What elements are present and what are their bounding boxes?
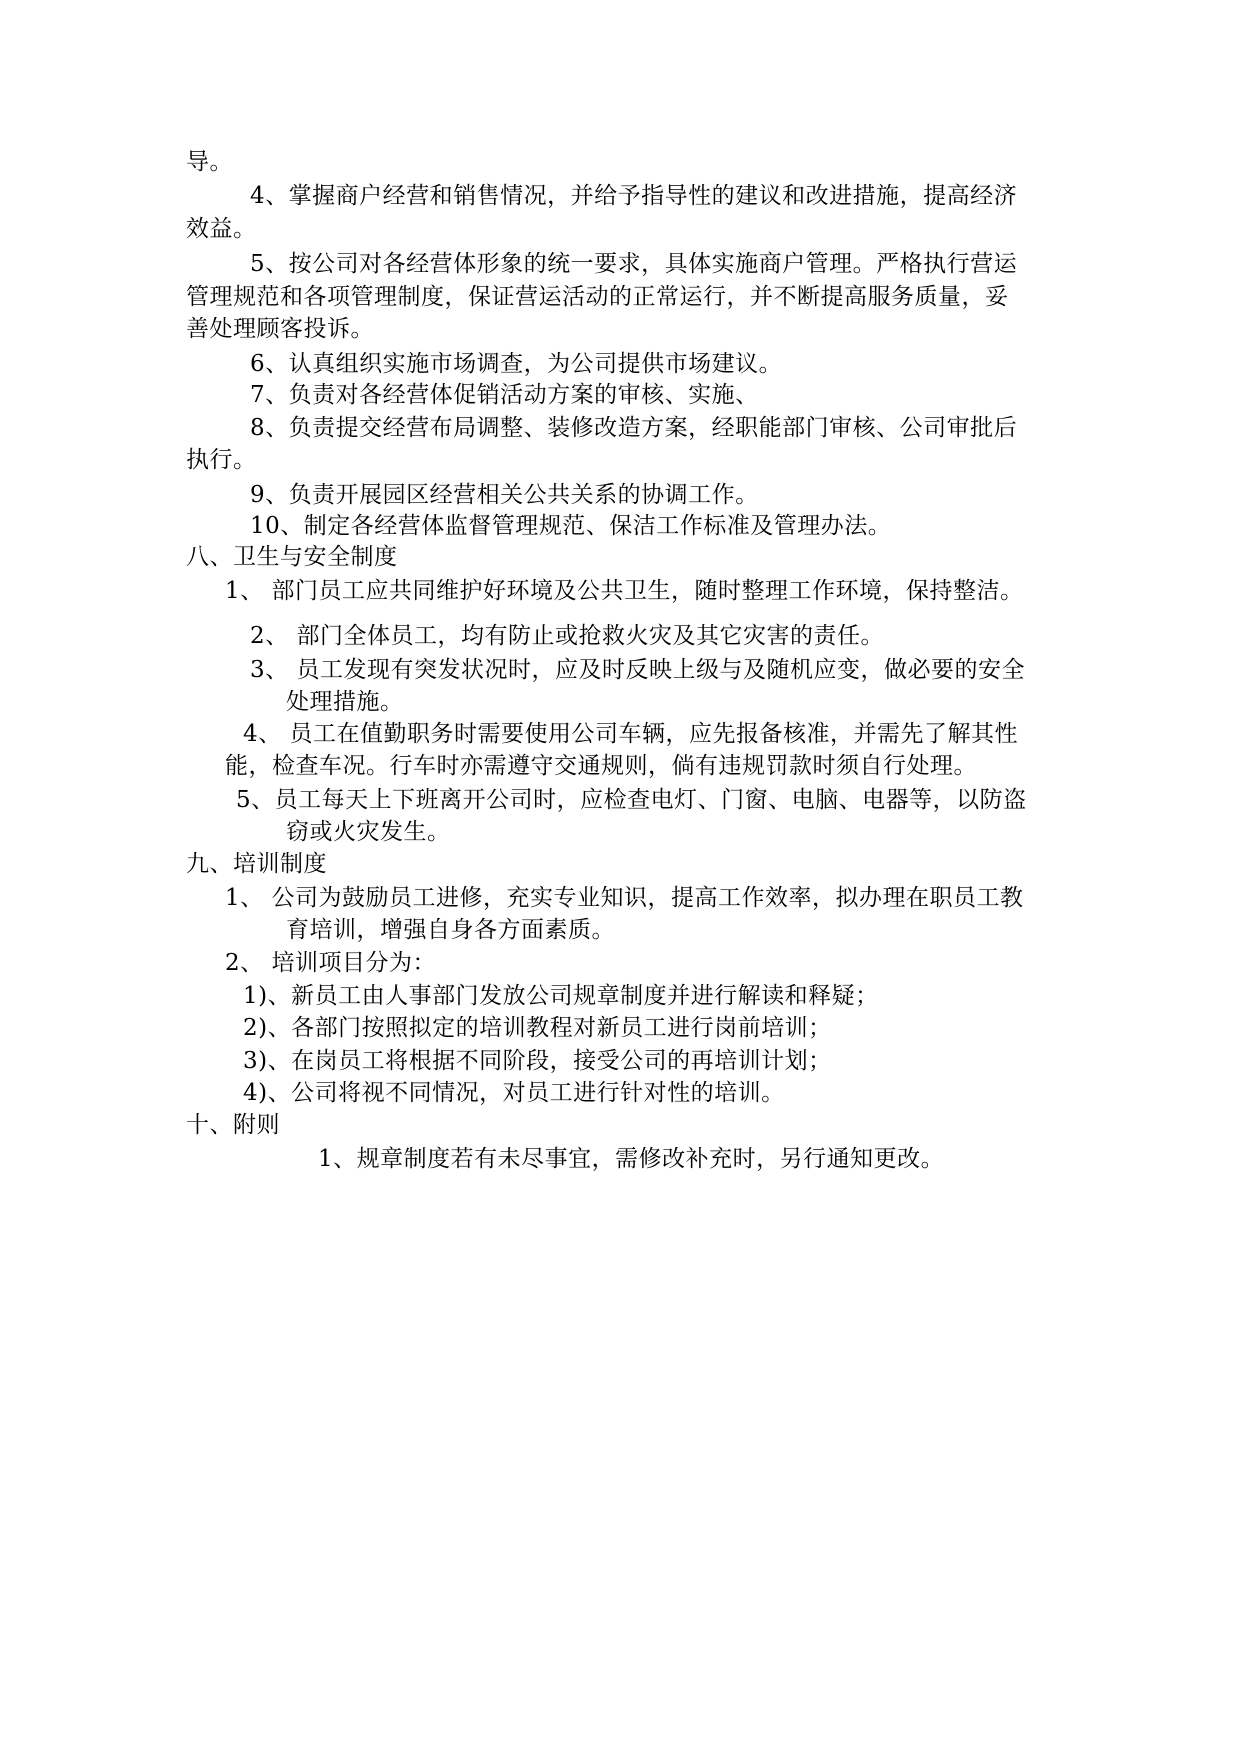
section-heading: 九、培训制度 <box>186 851 327 877</box>
text-line: 7、负责对各经营体促销活动方案的审核、实施、 <box>250 382 759 408</box>
text-line: 8、负责提交经营布局调整、装修改造方案，经职能部门审核、公司审批后 <box>250 415 1018 441</box>
text-line: 育培训，增强自身各方面素质。 <box>286 917 615 943</box>
text-line: 管理规范和各项管理制度，保证营运活动的正常运行，并不断提高服务质量，妥 <box>186 284 1009 310</box>
text-line: 5、员工每天上下班离开公司时，应检查电灯、门窗、电脑、电器等，以防盗 <box>236 787 1027 813</box>
text-line: 2、 培训项目分为： <box>225 950 436 976</box>
section-heading: 十、附则 <box>186 1112 280 1138</box>
text-line: 1、规章制度若有未尽事宜，需修改补充时，另行通知更改。 <box>318 1146 945 1172</box>
text-line: 处理措施。 <box>286 689 404 715</box>
text-line: 3)、在岗员工将根据不同阶段，接受公司的再培训计划； <box>243 1048 832 1074</box>
text-line: 2、 部门全体员工，均有防止或抢救火灾及其它灾害的责任。 <box>250 623 884 649</box>
text-line: 4、 员工在值勤职务时需要使用公司车辆，应先报备核准，并需先了解其性 <box>243 721 1018 747</box>
text-line: 1、 部门员工应共同维护好环境及公共卫生，随时整理工作环境，保持整洁。 <box>225 578 1024 604</box>
text-line: 6、认真组织实施市场调查，为公司提供市场建议。 <box>250 351 783 377</box>
text-line: 效益。 <box>186 216 257 242</box>
text-line: 导。 <box>186 149 233 175</box>
text-line: 10、制定各经营体监督管理规范、保洁工作标准及管理办法。 <box>250 513 892 539</box>
text-line: 1、 公司为鼓励员工进修，充实专业知识，提高工作效率，拟办理在职员工教 <box>225 885 1024 911</box>
text-line: 4、掌握商户经营和销售情况，并给予指导性的建议和改进措施，提高经济 <box>250 183 1018 209</box>
text-line: 窃或火灾发生。 <box>286 819 451 845</box>
text-line: 能，检查车况。行车时亦需遵守交通规则，倘有违规罚款时须自行处理。 <box>225 753 977 779</box>
section-heading: 八、卫生与安全制度 <box>186 544 398 570</box>
text-line: 善处理顾客投诉。 <box>186 316 374 342</box>
text-line: 2)、各部门按照拟定的培训教程对新员工进行岗前培训； <box>243 1015 832 1041</box>
text-line: 3、 员工发现有突发状况时，应及时反映上级与及随机应变，做必要的安全 <box>250 657 1025 683</box>
text-line: 4)、公司将视不同情况，对员工进行针对性的培训。 <box>243 1080 785 1106</box>
text-line: 5、按公司对各经营体形象的统一要求，具体实施商户管理。严格执行营运 <box>250 251 1018 277</box>
text-line: 执行。 <box>186 447 257 473</box>
text-line: 1)、新员工由人事部门发放公司规章制度并进行解读和释疑； <box>243 983 879 1009</box>
text-line: 9、负责开展园区经营相关公共关系的协调工作。 <box>250 482 759 508</box>
